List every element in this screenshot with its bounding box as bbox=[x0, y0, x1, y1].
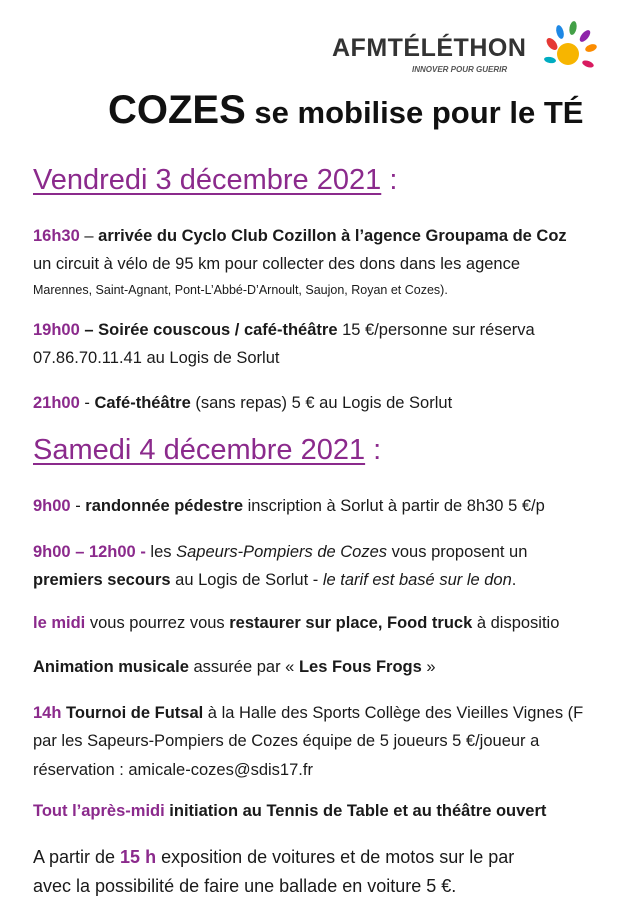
saturday-event-3 bbox=[33, 611, 559, 635]
event-price-note: le tarif est basé sur le don bbox=[322, 571, 512, 589]
saturday-event-2-line2 bbox=[33, 568, 516, 592]
saturday-event-7 bbox=[33, 845, 514, 869]
event-time: 15 h bbox=[120, 847, 157, 867]
friday-event-1-line3: Marennes, Saint-Agnant, Pont-L’Abbé-D’Arnoult, Saujon, Royan et Cozes). bbox=[33, 283, 448, 297]
saturday-date: Samedi 4 décembre 2021 bbox=[33, 434, 366, 466]
saturday-event-7-line2: avec la possibilité de faire une ballade en voiture 5 €. bbox=[33, 876, 457, 896]
event-detail: à la Halle des Sports Collège des Vieilles Vignes (F bbox=[203, 704, 584, 722]
event-title: restaurer sur place, Food truck bbox=[229, 614, 473, 632]
event-detail: exposition de voitures et de motos sur le par bbox=[156, 847, 515, 867]
event-time: 14h bbox=[33, 704, 62, 722]
telethon-sun-icon bbox=[538, 14, 602, 78]
event-sep: - bbox=[70, 497, 86, 515]
event-title: premiers secours bbox=[33, 571, 171, 589]
event-title: arrivée du Cyclo Club Cozillon à l’agence Groupama de Coz bbox=[98, 227, 567, 245]
friday-heading bbox=[33, 164, 397, 197]
event-detail: assurée par « bbox=[188, 658, 299, 676]
saturday-event-2 bbox=[33, 540, 527, 564]
friday-event-1 bbox=[33, 224, 567, 248]
event-time: 21h00 bbox=[33, 394, 80, 412]
saturday-event-6 bbox=[33, 799, 546, 823]
saturday-colon: : bbox=[365, 434, 382, 466]
event-title: Animation musicale bbox=[33, 658, 189, 676]
title-rest: se mobilise pour le TÉ bbox=[245, 95, 584, 130]
event-title: Tournoi de Futsal bbox=[61, 704, 204, 722]
event-detail: inscription à Sorlut à partir de 8h30 5 €/p bbox=[243, 497, 545, 515]
friday-event-2-line2: 07.86.70.11.41 au Logis de Sorlut bbox=[33, 349, 280, 367]
event-detail: à dispositio bbox=[472, 614, 560, 632]
saturday-heading bbox=[33, 434, 381, 467]
event-time: le midi bbox=[33, 614, 86, 632]
saturday-event-5-line3: réservation : amicale-cozes@sdis17.fr bbox=[33, 761, 313, 779]
event-pre: les bbox=[150, 543, 177, 561]
event-detail: vous proposent un bbox=[387, 543, 528, 561]
friday-colon: : bbox=[381, 164, 398, 196]
event-sep: – bbox=[79, 227, 99, 245]
saturday-event-4 bbox=[33, 655, 436, 679]
event-time: 9h00 bbox=[33, 497, 71, 515]
event-pre: vous pourrez vous bbox=[85, 614, 230, 632]
friday-date: Vendredi 3 décembre 2021 bbox=[33, 164, 382, 196]
page-title bbox=[108, 88, 583, 133]
event-sep: - bbox=[79, 394, 95, 412]
saturday-event-1 bbox=[33, 494, 545, 518]
saturday-event-5 bbox=[33, 701, 583, 725]
event-title: Café-théâtre bbox=[94, 394, 191, 412]
event-end: » bbox=[421, 658, 436, 676]
event-title: Soirée couscous / café-théâtre bbox=[98, 321, 338, 339]
friday-event-1-line2: un circuit à vélo de 95 km pour collecter des dons dans les agence bbox=[33, 255, 521, 273]
event-time: 16h30 bbox=[33, 227, 80, 245]
saturday-event-5-line2: par les Sapeurs-Pompiers de Cozes équipe de 5 joueurs 5 €/joueur a bbox=[33, 732, 540, 750]
logo-tagline: INNOVER POUR GUERIR bbox=[412, 65, 508, 74]
event-detail: (sans repas) 5 € au Logis de Sorlut bbox=[190, 394, 453, 412]
title-town: COZES bbox=[108, 88, 246, 132]
event-detail: 15 €/personne sur réserva bbox=[337, 321, 535, 339]
event-title: initiation au Tennis de Table et au théâtre ouvert bbox=[164, 802, 547, 820]
friday-event-3 bbox=[33, 391, 452, 415]
event-time: 9h00 – 12h00 bbox=[33, 543, 136, 561]
event-end: . bbox=[511, 571, 517, 589]
event-detail: au Logis de Sorlut - bbox=[170, 571, 323, 589]
event-pre: A partir de bbox=[33, 847, 121, 867]
event-time: 19h00 bbox=[33, 321, 80, 339]
event-org: Sapeurs-Pompiers de Cozes bbox=[176, 543, 388, 561]
event-time: Tout l’après-midi bbox=[33, 802, 165, 820]
afm-telethon-logo-text: AFMTÉLÉTHON bbox=[332, 34, 527, 62]
friday-event-2 bbox=[33, 318, 535, 342]
event-sep: - bbox=[135, 543, 151, 561]
event-title: randonnée pédestre bbox=[85, 497, 243, 515]
band-name: Les Fous Frogs bbox=[298, 658, 422, 676]
event-sep: – bbox=[79, 321, 99, 339]
